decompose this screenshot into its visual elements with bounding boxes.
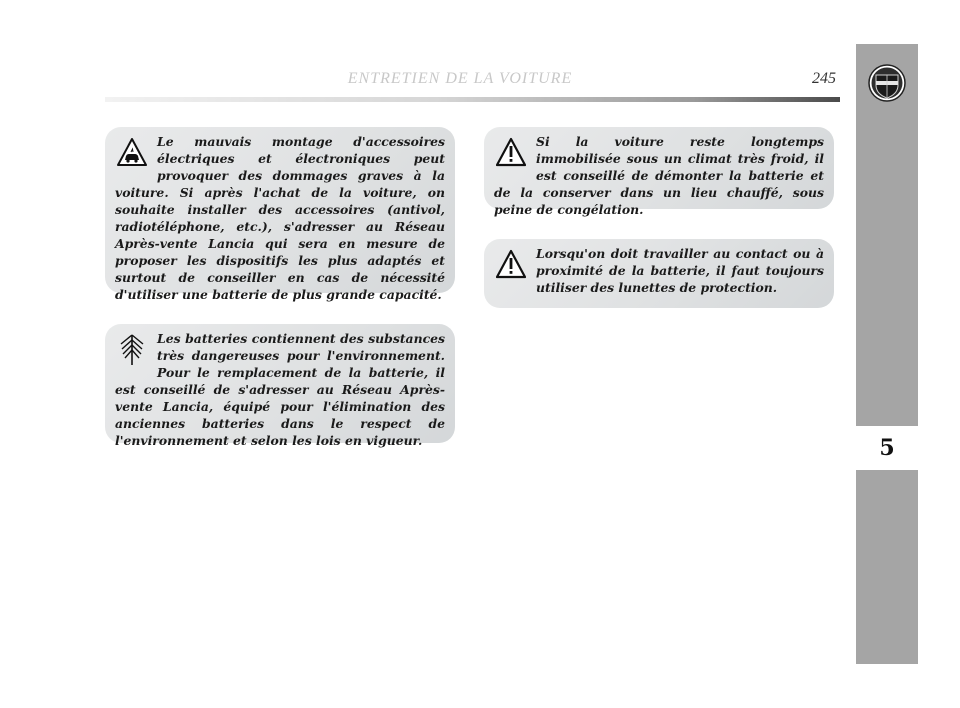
warning-icon <box>496 135 526 169</box>
note-text: Si la voiture reste longtemps immobilisée sous un climat très froid, il est conseillé de démonter la batterie et de la conserver dans un lieu chauffé, sous peine de congélation. <box>494 134 824 217</box>
page-number: 245 <box>812 70 836 87</box>
car-damage-icon <box>117 135 147 169</box>
warning-icon <box>496 247 526 281</box>
lancia-logo-icon <box>867 63 907 103</box>
header-divider <box>105 97 840 102</box>
cold-climate-warning-note <box>484 127 834 217</box>
accessory-warning-note <box>105 127 455 302</box>
environment-note <box>105 324 455 448</box>
protective-glasses-warning-note <box>484 239 834 308</box>
note-text: Le mauvais montage d'accessoires électriques et électroniques peut provoquer des dommages graves à la voiture. Si après l'achat de la voiture, on souhaite installer des accessoires (antivol, radiotéléphone, etc.), s'adresser au Réseau Après-vente Lancia qui sera en mesure de proposer les dispositifs les plus adaptés et surtout de conseiller en cas de nécessité d'utiliser une batterie de plus grande capacité. <box>115 134 445 302</box>
note-text: Les batteries contiennent des substances très dangereuses pour l'environnement. Pour le remplacement de la batterie, il est conseillé de s'adresser au Réseau Après-vente Lancia, équipé pour l'élimination des anciennes batteries dans le respect de l'environnement et selon les lois en vigueur. <box>115 331 445 448</box>
chapter-number: 5 <box>879 435 895 461</box>
section-title: ENTRETIEN DE LA VOITURE <box>347 70 573 87</box>
chapter-sidebar <box>856 44 918 664</box>
note-text: Lorsqu'on doit travailler au contact ou à proximité de la batterie, il faut toujours utiliser des lunettes de protection. <box>536 246 824 295</box>
environment-icon <box>117 332 147 366</box>
